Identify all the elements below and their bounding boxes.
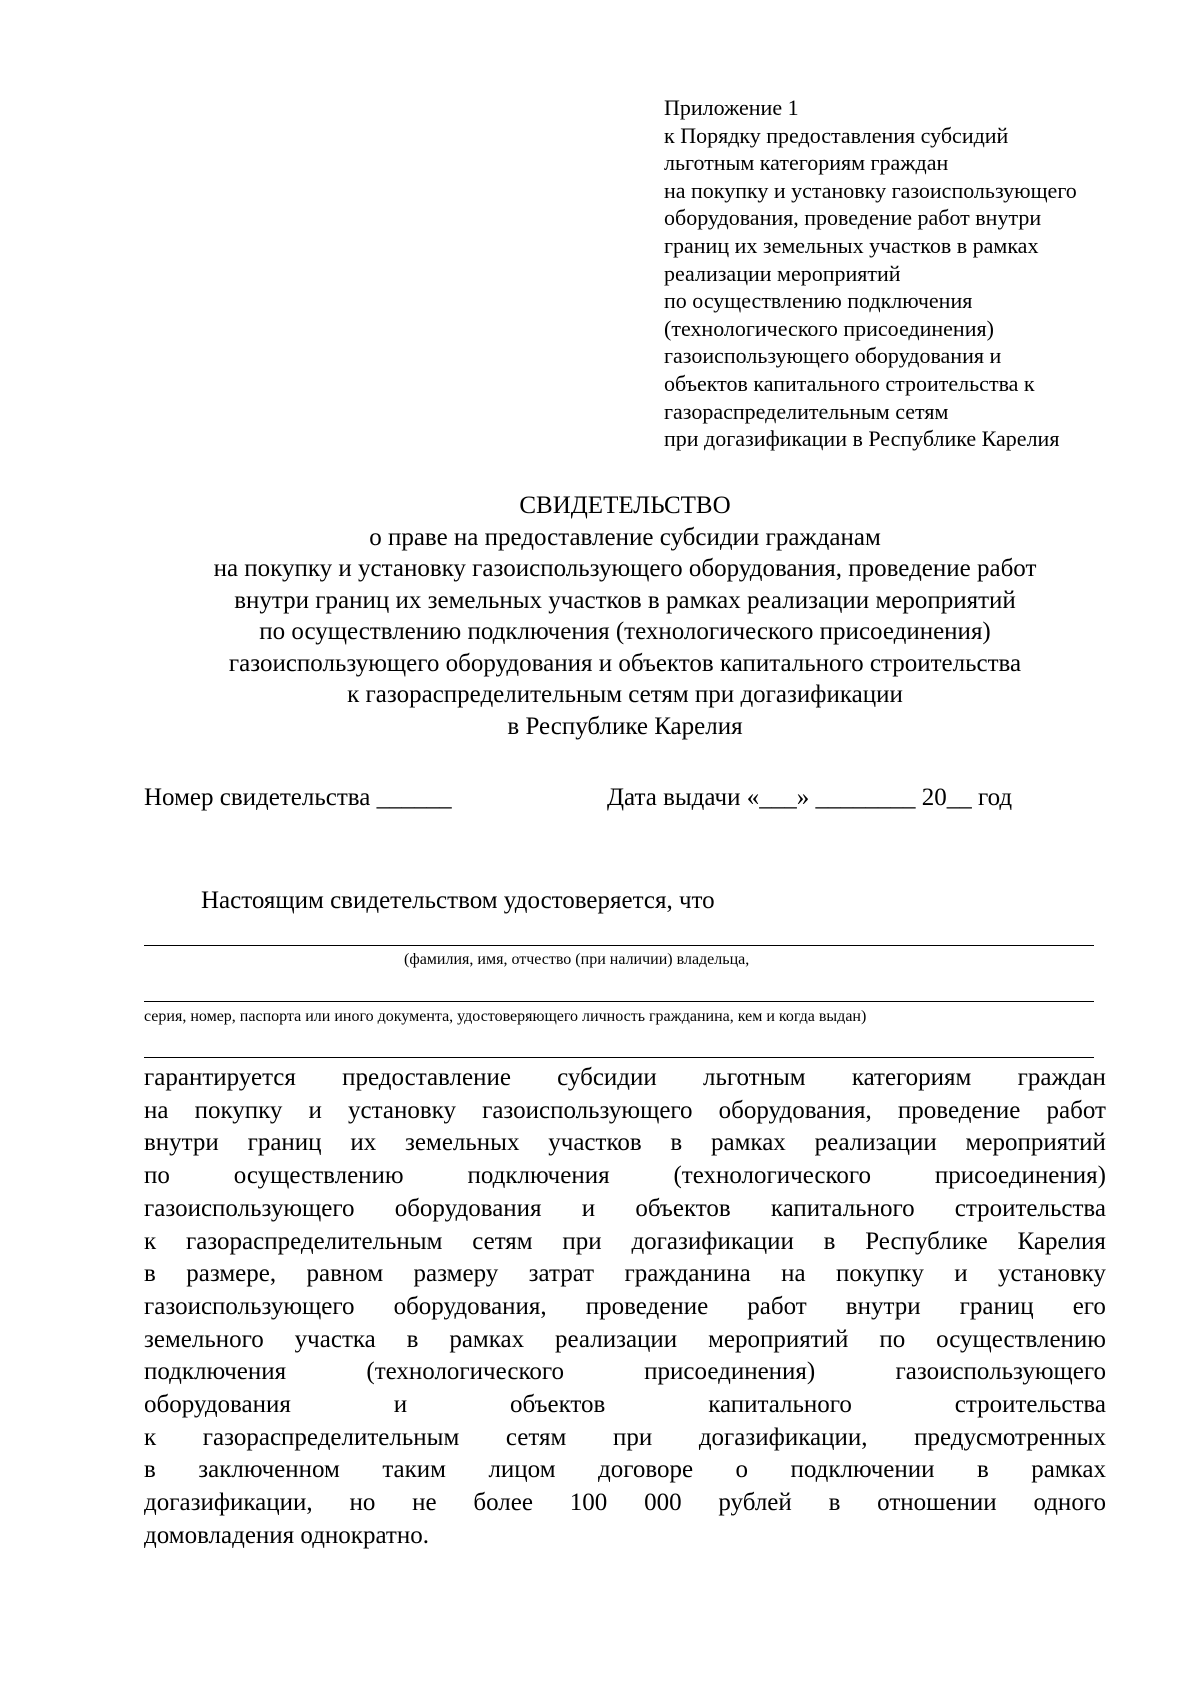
body-word: границ <box>959 1292 1034 1320</box>
body-word: к <box>144 1423 157 1451</box>
body-word: в <box>828 1489 841 1517</box>
body-word: капитального <box>770 1194 915 1222</box>
body-line <box>144 1258 1106 1291</box>
body-word: 000 <box>644 1489 682 1517</box>
appendix-line: реализации мероприятий <box>664 260 901 286</box>
continuation-line <box>144 1057 1094 1058</box>
body-word: догазификации <box>631 1227 794 1255</box>
body-word: работ <box>1046 1096 1106 1124</box>
body-word: установку <box>348 1096 456 1124</box>
body-word: реализации <box>555 1325 678 1353</box>
body-word: рамках <box>711 1129 786 1157</box>
body-word: строительства <box>954 1194 1106 1222</box>
body-word: реализации <box>814 1129 937 1157</box>
body-word: газоиспользующего <box>895 1358 1106 1386</box>
title-line: по осуществлению подключения (технологического присоединения) <box>259 618 991 645</box>
title-line: внутри границ их земельных участков в рамках реализации мероприятий <box>234 586 1016 614</box>
title-line: в Республике Карелия <box>507 712 743 740</box>
body-word: Карелия <box>1017 1227 1106 1255</box>
body-word: к <box>144 1227 157 1255</box>
body-word: сетям <box>505 1423 567 1451</box>
body-word: капитального <box>708 1391 852 1419</box>
appendix-line: (технологического присоединения) <box>664 315 994 341</box>
body-word: оборудования, <box>393 1292 547 1320</box>
body-line <box>144 1160 1106 1193</box>
body-word: подключения <box>467 1162 610 1190</box>
body-word: граждан <box>1017 1064 1106 1091</box>
body-word: 100 <box>569 1489 608 1517</box>
title-line: о праве на предоставление субсидии гражданам <box>369 523 881 551</box>
body-word: не <box>412 1489 437 1517</box>
body-word: объектов <box>635 1194 731 1222</box>
body-word: рублей <box>718 1489 792 1517</box>
body-word: (технологического <box>673 1162 872 1190</box>
body-word: сетям <box>472 1227 533 1255</box>
appendix-line: по осуществлению подключения <box>664 288 973 314</box>
body-word: осуществлению <box>936 1325 1106 1353</box>
body-word: мероприятий <box>965 1129 1106 1157</box>
owner-name-line <box>144 945 1094 946</box>
body-line <box>144 1193 1106 1226</box>
body-word: в <box>976 1456 989 1484</box>
appendix-line: льготным категориям граждан <box>664 150 949 176</box>
body-word: догазификации, <box>144 1489 313 1517</box>
body-word: покупку <box>194 1096 283 1124</box>
body-word: земельного <box>144 1325 264 1353</box>
title-line: к газораспределительным сетям при догазификации <box>347 681 903 708</box>
body-word: газоиспользующего <box>144 1194 355 1222</box>
appendix-line: объектов капитального строительства к <box>664 370 1035 396</box>
body-word: подключения <box>144 1358 287 1386</box>
body-word: о <box>735 1456 749 1484</box>
body-word: газораспределительным <box>185 1227 443 1255</box>
body-word: их <box>350 1129 377 1157</box>
body-word: предоставление <box>342 1064 511 1091</box>
body-word: в <box>144 1456 156 1484</box>
appendix-line: к Порядку предоставления субсидий <box>664 122 1009 148</box>
appendix-block <box>664 94 1164 453</box>
body-word: размеру <box>413 1260 499 1288</box>
appendix-line: Приложение 1 <box>664 95 799 120</box>
body-word: на <box>781 1260 806 1288</box>
appendix-line: границ их земельных участков в рамках <box>664 232 1039 258</box>
body-word: подключении <box>790 1456 935 1484</box>
body-word: в <box>823 1227 836 1255</box>
body-word: категориям <box>851 1064 972 1091</box>
body-line <box>144 1324 1106 1357</box>
body-word: и <box>393 1391 408 1419</box>
body-word: лицом <box>488 1456 556 1484</box>
body-word: и <box>954 1260 968 1288</box>
appendix-line: газораспределительным сетям <box>664 398 949 424</box>
appendix-line: при догазификации в Республике Карелия <box>664 426 1060 452</box>
title-line: газоиспользующего оборудования и объектов капитального строительства <box>228 649 1022 677</box>
body-word: внутри <box>845 1292 921 1320</box>
identity-document-line <box>144 1001 1094 1002</box>
body-line <box>144 1127 1106 1160</box>
body-word: объектов <box>509 1391 606 1419</box>
body-word: оборудования <box>144 1391 291 1419</box>
body-line <box>144 1389 1106 1422</box>
intro-text: Настоящим свидетельством удостоверяется, что <box>201 887 715 914</box>
body-word: газораспределительным <box>202 1423 460 1451</box>
body-word: договоре <box>597 1456 694 1484</box>
body-word: отношении <box>877 1489 997 1517</box>
body-word: (технологического <box>366 1358 564 1386</box>
body-word: в <box>144 1260 156 1288</box>
body-word: гражданина <box>624 1260 751 1288</box>
body-word: по <box>879 1325 906 1353</box>
body-word: предусмотренных <box>914 1423 1106 1451</box>
appendix-line: газоиспользующего оборудования и <box>664 343 1002 369</box>
body-word: на <box>144 1096 169 1124</box>
body-word: и <box>308 1096 322 1124</box>
body-word: газоиспользующего <box>482 1096 693 1124</box>
body-word: присоединения) <box>644 1358 816 1386</box>
body-word: и <box>581 1194 596 1222</box>
appendix-line: оборудования, проведение работ внутри <box>664 205 1042 231</box>
body-word: рамках <box>449 1325 525 1353</box>
body-line <box>144 1226 1106 1259</box>
certificate-number-field: Номер свидетельства ______ <box>144 784 452 811</box>
owner-name-caption: (фамилия, имя, отчество (при наличии) владельца, <box>404 951 750 968</box>
body-word: субсидии <box>557 1064 657 1091</box>
body-word: гарантируется <box>144 1064 296 1091</box>
body-word: проведение <box>897 1096 1021 1124</box>
identity-document-caption: серия, номер, паспорта или иного документа, удостоверяющего личность гражданина, кем и когда выдан) <box>144 1008 867 1025</box>
body-word: участка <box>294 1325 376 1353</box>
title-line: на покупку и установку газоиспользующего оборудования, проведение работ <box>213 555 1037 582</box>
body-word: земельных <box>405 1129 520 1157</box>
body-line <box>144 1356 1106 1389</box>
body-word: догазификации, <box>698 1423 868 1451</box>
body-word: установку <box>998 1260 1106 1288</box>
body-word: покупку <box>835 1260 924 1288</box>
body-word: одного <box>1033 1489 1106 1517</box>
body-word: газоиспользующего <box>144 1292 355 1320</box>
body-word: границ <box>247 1129 322 1157</box>
body-word: присоединения) <box>934 1162 1106 1190</box>
body-line <box>144 1062 1106 1095</box>
body-word: при <box>562 1227 602 1255</box>
body-word: равном <box>306 1260 384 1288</box>
body-line <box>144 1291 1106 1324</box>
body-word: в <box>406 1325 419 1353</box>
body-word: заключенном <box>198 1456 340 1484</box>
appendix-line: на покупку и установку газоиспользующего <box>664 177 1077 203</box>
body-word: проведение <box>585 1292 709 1320</box>
body-word: его <box>1072 1292 1106 1320</box>
body-paragraph <box>144 1062 1106 1553</box>
document-title: СВИДЕТЕЛЬСТВО <box>519 492 731 519</box>
body-word: льготным <box>702 1064 806 1091</box>
body-word: Республике <box>865 1227 988 1255</box>
body-line <box>144 1454 1106 1487</box>
issue-date-field: Дата выдачи «___» ________ 20__ год <box>607 784 1013 811</box>
body-line <box>144 1487 1106 1520</box>
body-word: более <box>473 1489 533 1517</box>
body-word: в <box>670 1129 683 1157</box>
document-title-block <box>100 490 1150 742</box>
body-word: рамках <box>1031 1456 1106 1484</box>
body-word: строительства <box>954 1391 1106 1419</box>
body-line <box>144 1095 1106 1128</box>
body-word: таким <box>382 1456 446 1484</box>
body-word: оборудования <box>394 1194 542 1222</box>
body-word: размере, <box>186 1260 277 1288</box>
body-word: но <box>349 1489 376 1517</box>
body-line <box>144 1422 1106 1455</box>
body-word: осуществлению <box>233 1162 404 1190</box>
body-word: затрат <box>528 1260 595 1288</box>
body-word: участков <box>548 1129 642 1157</box>
body-word: при <box>612 1423 653 1451</box>
body-word: по <box>144 1162 170 1190</box>
body-word: оборудования, <box>718 1096 872 1124</box>
body-word: работ <box>747 1292 807 1320</box>
body-line-last: домовладения однократно. <box>144 1521 429 1549</box>
body-word: мероприятий <box>708 1325 849 1353</box>
body-word: внутри <box>144 1129 219 1157</box>
